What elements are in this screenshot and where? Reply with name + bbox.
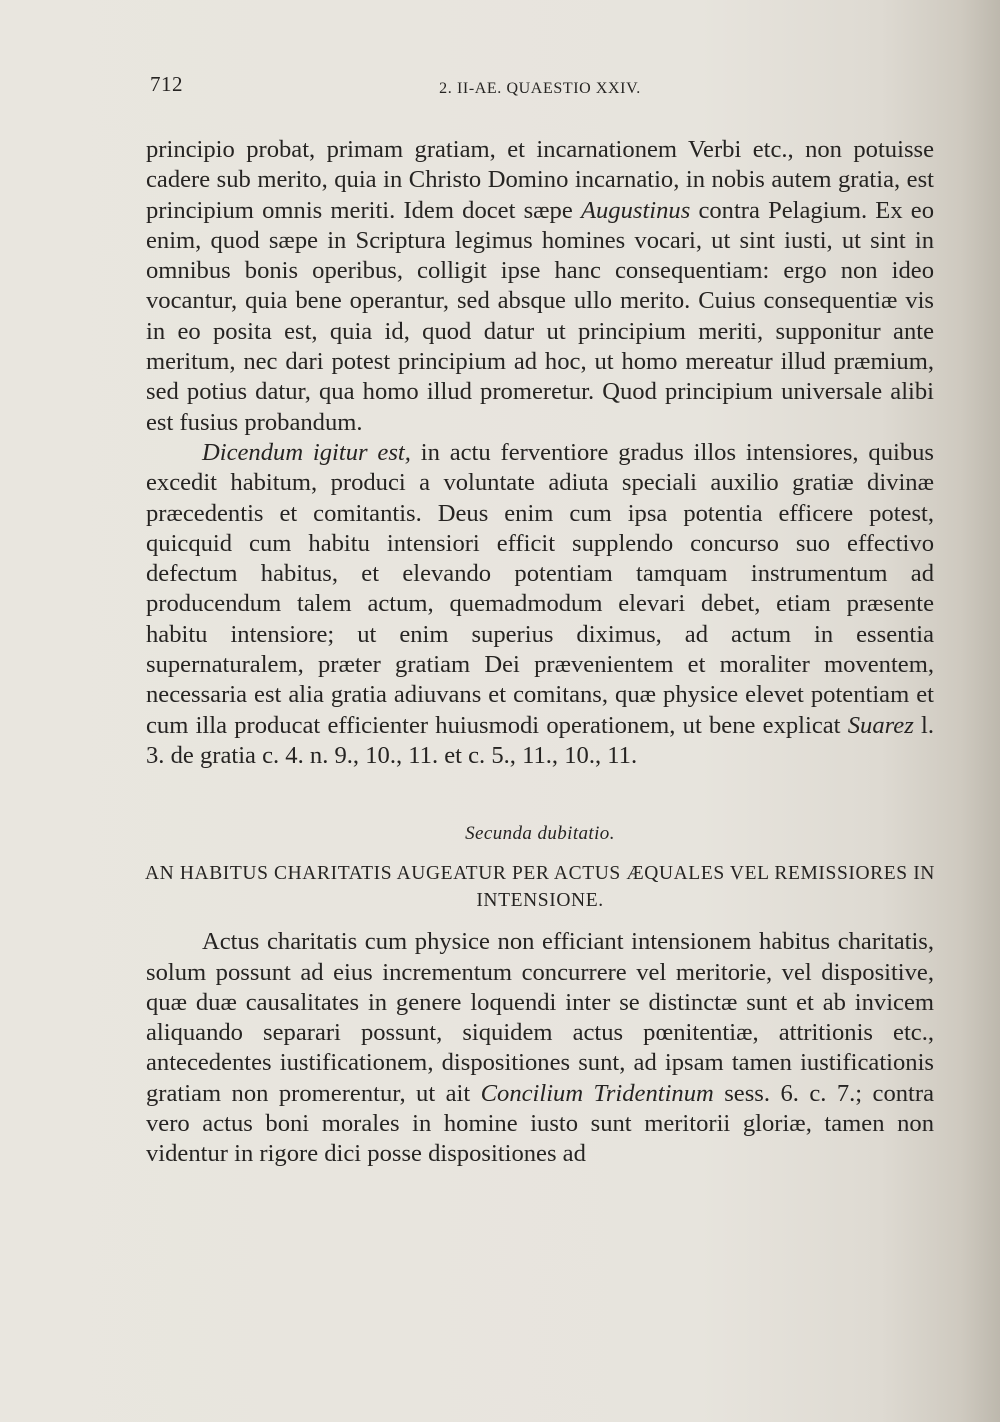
text-segment: l. 3. de gratia c. 4. n. 9., 10., 11. et c. 5., 11., 10., 11. [146, 711, 934, 769]
running-head: 2. II-AE. QUAESTIO XXIV. [439, 80, 641, 97]
text-segment: Actus charitatis cum physice non efficiant intensionem habitus charitatis, solum possunt ad eius incrementum concurrere vel meritorie, vel dispositive, quæ duæ causalitates in genere loquendi inter se distinctæ sunt et ab invicem aliquando separari possunt, siquidem actus pœnitentiæ, attritionis etc., antecedentes iustificationem, dispositiones sunt, ad ipsam tamen iustificationis gratiam non promerentur, ut ait [146, 928, 934, 1107]
body-text [146, 135, 934, 1170]
section-subheading: Secunda dubitatio. [465, 823, 615, 845]
italic-lead-phrase: Dicendum igitur est, [202, 438, 411, 466]
text-segment: sess. 6. c. 7.; contra vero actus boni morales in homine iusto sunt meritorii gloriæ, tamen non videntur in rigore dici posse dispositiones ad [146, 1079, 934, 1168]
paragraph-section-body [146, 927, 934, 1169]
italic-author-name: Suarez [847, 711, 914, 739]
page-number: 712 [150, 72, 183, 96]
section-title: AN HABITUS CHARITATIS AUGEATUR PER ACTUS ÆQUALES VEL REMISSIORES IN INTENSIONE. [145, 863, 935, 912]
text-segment: contra Pelagium. Ex eo enim, quod sæpe in Scriptura legimus homines vocari, ut sint iusti, ut sint in omnibus bonis operibus, colligit ipse hanc consequentiam: ergo non ideo vocantur, quia bene operantur, sed absque ullo merito. Cuius consequentiæ vis in eo posita est, quia id, quod datur ut principium meriti, supponitur ante meritum, nec dari potest principium ad hoc, ut homo mereatur illud præmium, sed potius datur, qua homo illud promeretur. Quod principium universale alibi est fusius probandum. [146, 196, 934, 436]
text-segment: principio probat, primam gratiam, et incarnationem Verbi etc., non potuisse cadere sub merito, quia in Christo Domino incarnatio, in nobis autem gratia, est principium omnis meriti. Idem docet sæpe [146, 136, 934, 224]
italic-source-name: Concilium Tridentinum [480, 1079, 714, 1107]
italic-author-name: Augustinus [580, 196, 691, 224]
paragraph-continued [146, 135, 934, 438]
text-segment: in actu ferventiore gradus illos intensiores, quibus excedit habitum, produci a voluntate adiuta speciali auxilio gratiæ divinæ præcedentis et comitantis. Deus enim cum ipsa potentia efficere potest, quicquid cum habitu intensiori efficit supplendo concurso suo effectivo defectum habitus, et elevando potentiam tamquam instrumentum ad producendum talem actum, quemadmodum elevari debet, etiam præsente habitu intensiore; ut enim superius diximus, ad actum in essentia supernaturalem, præter gratiam Dei prævenientem et moraliter moventem, necessaria est alia gratia adiuvans et comitans, quæ physice elevet potentiam et cum illa producat efficienter huiusmodi operationem, ut bene explicat [146, 438, 934, 739]
paragraph-conclusion [146, 438, 934, 771]
